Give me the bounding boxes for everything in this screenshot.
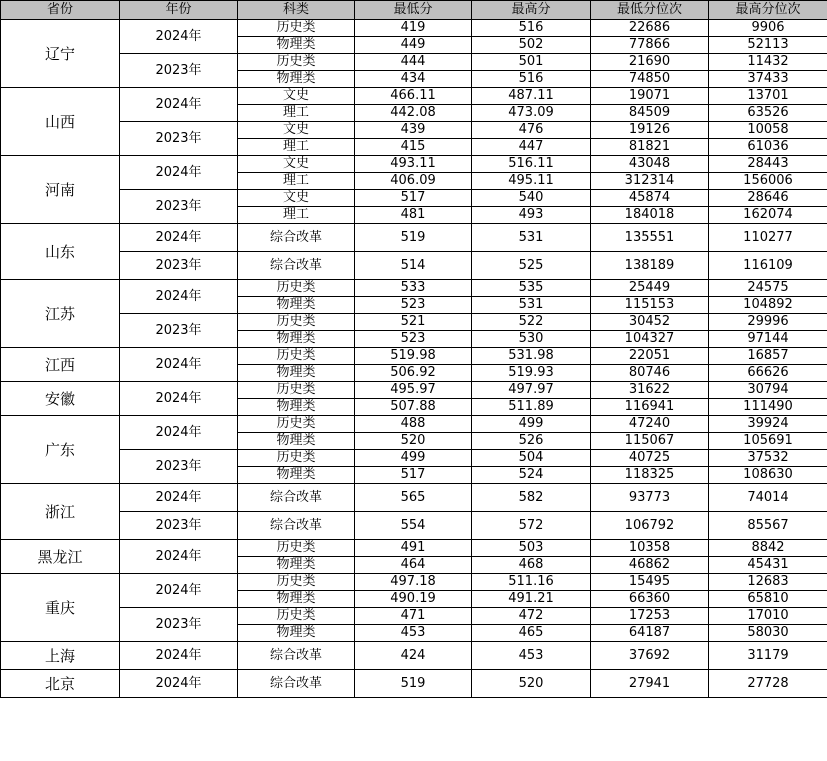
min-score-cell: 449 [355,37,472,54]
subject-type-cell: 物理类 [238,71,355,88]
min-rank-cell: 93773 [591,484,709,512]
table-row [1,540,827,557]
max-rank-cell: 116109 [709,252,827,280]
subject-type-cell: 理工 [238,173,355,190]
max-rank-cell: 66626 [709,365,827,382]
subject-type-cell: 历史类 [238,314,355,331]
year-cell: 2023年 [120,54,238,88]
year-cell: 2023年 [120,122,238,156]
max-score-cell: 522 [472,314,591,331]
province-cell: 上海 [1,642,120,670]
year-cell: 2024年 [120,156,238,190]
header-max-rank: 最高分位次 [709,1,827,20]
max-rank-cell: 11432 [709,54,827,71]
table-row [1,88,827,105]
max-score-cell: 503 [472,540,591,557]
province-cell: 重庆 [1,574,120,642]
subject-type-cell: 历史类 [238,54,355,71]
table-row [1,450,827,467]
min-rank-cell: 80746 [591,365,709,382]
max-score-cell: 476 [472,122,591,139]
max-score-cell: 447 [472,139,591,156]
header-province: 省份 [1,1,120,20]
max-rank-cell: 63526 [709,105,827,122]
min-rank-cell: 46862 [591,557,709,574]
table-row [1,252,827,280]
subject-type-cell: 文史 [238,156,355,173]
max-rank-cell: 31179 [709,642,827,670]
subject-type-cell: 历史类 [238,608,355,625]
year-cell: 2023年 [120,190,238,224]
table-row [1,416,827,433]
min-score-cell: 471 [355,608,472,625]
max-rank-cell: 45431 [709,557,827,574]
max-rank-cell: 28646 [709,190,827,207]
min-rank-cell: 31622 [591,382,709,399]
year-cell: 2023年 [120,314,238,348]
max-rank-cell: 162074 [709,207,827,224]
max-score-cell: 468 [472,557,591,574]
min-rank-cell: 138189 [591,252,709,280]
year-cell: 2024年 [120,88,238,122]
table-row [1,224,827,252]
subject-type-cell: 综合改革 [238,670,355,698]
max-rank-cell: 16857 [709,348,827,365]
header-subject-type: 科类 [238,1,355,20]
max-score-cell: 582 [472,484,591,512]
min-score-cell: 506.92 [355,365,472,382]
max-rank-cell: 74014 [709,484,827,512]
max-score-cell: 465 [472,625,591,642]
min-score-cell: 520 [355,433,472,450]
year-cell: 2023年 [120,252,238,280]
max-score-cell: 525 [472,252,591,280]
province-cell: 河南 [1,156,120,224]
min-score-cell: 493.11 [355,156,472,173]
max-score-cell: 501 [472,54,591,71]
min-rank-cell: 81821 [591,139,709,156]
min-rank-cell: 84509 [591,105,709,122]
table-row [1,54,827,71]
min-score-cell: 444 [355,54,472,71]
min-rank-cell: 115067 [591,433,709,450]
year-cell: 2024年 [120,574,238,608]
subject-type-cell: 物理类 [238,365,355,382]
max-rank-cell: 13701 [709,88,827,105]
max-rank-cell: 111490 [709,399,827,416]
province-cell: 广东 [1,416,120,484]
min-rank-cell: 104327 [591,331,709,348]
header-min-score: 最低分 [355,1,472,20]
min-score-cell: 439 [355,122,472,139]
subject-type-cell: 理工 [238,139,355,156]
subject-type-cell: 文史 [238,122,355,139]
subject-type-cell: 综合改革 [238,512,355,540]
subject-type-cell: 文史 [238,190,355,207]
min-rank-cell: 43048 [591,156,709,173]
max-rank-cell: 58030 [709,625,827,642]
subject-type-cell: 文史 [238,88,355,105]
subject-type-cell: 历史类 [238,382,355,399]
min-rank-cell: 22686 [591,20,709,37]
max-rank-cell: 65810 [709,591,827,608]
subject-type-cell: 综合改革 [238,642,355,670]
min-score-cell: 521 [355,314,472,331]
max-score-cell: 516 [472,20,591,37]
subject-type-cell: 物理类 [238,591,355,608]
min-rank-cell: 116941 [591,399,709,416]
year-cell: 2024年 [120,348,238,382]
max-score-cell: 572 [472,512,591,540]
max-score-cell: 530 [472,331,591,348]
subject-type-cell: 历史类 [238,574,355,591]
year-cell: 2024年 [120,642,238,670]
min-score-cell: 519.98 [355,348,472,365]
province-cell: 黑龙江 [1,540,120,574]
max-score-cell: 526 [472,433,591,450]
min-rank-cell: 22051 [591,348,709,365]
max-rank-cell: 12683 [709,574,827,591]
province-cell: 浙江 [1,484,120,540]
max-score-cell: 491.21 [472,591,591,608]
max-score-cell: 524 [472,467,591,484]
table-row [1,348,827,365]
province-cell: 安徽 [1,382,120,416]
table-row [1,190,827,207]
max-rank-cell: 8842 [709,540,827,557]
province-cell: 山西 [1,88,120,156]
min-score-cell: 519 [355,224,472,252]
max-rank-cell: 27728 [709,670,827,698]
header-max-score: 最高分 [472,1,591,20]
max-rank-cell: 97144 [709,331,827,348]
min-rank-cell: 77866 [591,37,709,54]
table-row [1,122,827,139]
table-row [1,512,827,540]
min-score-cell: 499 [355,450,472,467]
min-score-cell: 488 [355,416,472,433]
max-rank-cell: 85567 [709,512,827,540]
min-score-cell: 491 [355,540,472,557]
min-score-cell: 466.11 [355,88,472,105]
table-row [1,156,827,173]
min-rank-cell: 40725 [591,450,709,467]
max-score-cell: 453 [472,642,591,670]
subject-type-cell: 综合改革 [238,252,355,280]
max-rank-cell: 28443 [709,156,827,173]
subject-type-cell: 物理类 [238,399,355,416]
max-rank-cell: 10058 [709,122,827,139]
min-rank-cell: 10358 [591,540,709,557]
max-rank-cell: 52113 [709,37,827,54]
min-score-cell: 517 [355,190,472,207]
subject-type-cell: 历史类 [238,20,355,37]
min-score-cell: 565 [355,484,472,512]
min-rank-cell: 19071 [591,88,709,105]
min-rank-cell: 30452 [591,314,709,331]
subject-type-cell: 物理类 [238,557,355,574]
subject-type-cell: 历史类 [238,450,355,467]
min-rank-cell: 64187 [591,625,709,642]
min-rank-cell: 25449 [591,280,709,297]
province-cell: 江苏 [1,280,120,348]
min-rank-cell: 19126 [591,122,709,139]
max-score-cell: 531.98 [472,348,591,365]
max-score-cell: 535 [472,280,591,297]
max-score-cell: 519.93 [472,365,591,382]
subject-type-cell: 历史类 [238,280,355,297]
header-year: 年份 [120,1,238,20]
table-row [1,20,827,37]
header-min-rank: 最低分位次 [591,1,709,20]
min-rank-cell: 184018 [591,207,709,224]
subject-type-cell: 理工 [238,207,355,224]
year-cell: 2024年 [120,670,238,698]
max-score-cell: 516 [472,71,591,88]
max-score-cell: 504 [472,450,591,467]
year-cell: 2024年 [120,224,238,252]
subject-type-cell: 物理类 [238,297,355,314]
year-cell: 2024年 [120,540,238,574]
min-score-cell: 434 [355,71,472,88]
max-rank-cell: 110277 [709,224,827,252]
min-score-cell: 554 [355,512,472,540]
min-rank-cell: 17253 [591,608,709,625]
min-score-cell: 533 [355,280,472,297]
min-score-cell: 514 [355,252,472,280]
max-score-cell: 516.11 [472,156,591,173]
min-rank-cell: 74850 [591,71,709,88]
subject-type-cell: 历史类 [238,416,355,433]
max-score-cell: 520 [472,670,591,698]
table-row [1,484,827,512]
min-rank-cell: 47240 [591,416,709,433]
table-row [1,280,827,297]
max-score-cell: 499 [472,416,591,433]
min-rank-cell: 27941 [591,670,709,698]
max-score-cell: 531 [472,297,591,314]
year-cell: 2024年 [120,416,238,450]
table-row [1,314,827,331]
max-rank-cell: 24575 [709,280,827,297]
table-row [1,382,827,399]
min-score-cell: 415 [355,139,472,156]
max-score-cell: 473.09 [472,105,591,122]
min-score-cell: 481 [355,207,472,224]
year-cell: 2023年 [120,512,238,540]
min-score-cell: 424 [355,642,472,670]
min-score-cell: 517 [355,467,472,484]
max-score-cell: 497.97 [472,382,591,399]
min-rank-cell: 37692 [591,642,709,670]
min-rank-cell: 21690 [591,54,709,71]
min-score-cell: 453 [355,625,472,642]
table-row [1,642,827,670]
subject-type-cell: 物理类 [238,625,355,642]
max-rank-cell: 105691 [709,433,827,450]
subject-type-cell: 理工 [238,105,355,122]
subject-type-cell: 历史类 [238,348,355,365]
min-score-cell: 523 [355,331,472,348]
max-rank-cell: 9906 [709,20,827,37]
subject-type-cell: 物理类 [238,467,355,484]
min-score-cell: 406.09 [355,173,472,190]
year-cell: 2023年 [120,608,238,642]
min-score-cell: 495.97 [355,382,472,399]
min-score-cell: 419 [355,20,472,37]
max-score-cell: 472 [472,608,591,625]
min-rank-cell: 45874 [591,190,709,207]
max-score-cell: 511.89 [472,399,591,416]
subject-type-cell: 综合改革 [238,484,355,512]
min-rank-cell: 115153 [591,297,709,314]
subject-type-cell: 物理类 [238,37,355,54]
min-rank-cell: 135551 [591,224,709,252]
year-cell: 2024年 [120,280,238,314]
max-score-cell: 531 [472,224,591,252]
subject-type-cell: 物理类 [238,331,355,348]
min-score-cell: 464 [355,557,472,574]
min-score-cell: 497.18 [355,574,472,591]
province-cell: 北京 [1,670,120,698]
min-rank-cell: 312314 [591,173,709,190]
subject-type-cell: 综合改革 [238,224,355,252]
max-score-cell: 493 [472,207,591,224]
subject-type-cell: 物理类 [238,433,355,450]
year-cell: 2024年 [120,382,238,416]
max-score-cell: 502 [472,37,591,54]
max-rank-cell: 156006 [709,173,827,190]
year-cell: 2024年 [120,20,238,54]
min-rank-cell: 106792 [591,512,709,540]
min-rank-cell: 118325 [591,467,709,484]
table-body [1,20,827,698]
min-score-cell: 523 [355,297,472,314]
min-score-cell: 507.88 [355,399,472,416]
max-score-cell: 540 [472,190,591,207]
max-rank-cell: 37433 [709,71,827,88]
max-rank-cell: 108630 [709,467,827,484]
table-row [1,608,827,625]
year-cell: 2024年 [120,484,238,512]
subject-type-cell: 历史类 [238,540,355,557]
min-rank-cell: 66360 [591,591,709,608]
max-score-cell: 511.16 [472,574,591,591]
province-cell: 辽宁 [1,20,120,88]
min-score-cell: 442.08 [355,105,472,122]
header-row [1,1,827,20]
province-cell: 江西 [1,348,120,382]
min-score-cell: 490.19 [355,591,472,608]
max-rank-cell: 30794 [709,382,827,399]
max-rank-cell: 17010 [709,608,827,625]
max-score-cell: 495.11 [472,173,591,190]
max-rank-cell: 37532 [709,450,827,467]
year-cell: 2023年 [120,450,238,484]
max-score-cell: 487.11 [472,88,591,105]
table-row [1,574,827,591]
max-rank-cell: 61036 [709,139,827,156]
table-row [1,670,827,698]
min-score-cell: 519 [355,670,472,698]
province-cell: 山东 [1,224,120,280]
max-rank-cell: 39924 [709,416,827,433]
max-rank-cell: 29996 [709,314,827,331]
max-rank-cell: 104892 [709,297,827,314]
min-rank-cell: 15495 [591,574,709,591]
